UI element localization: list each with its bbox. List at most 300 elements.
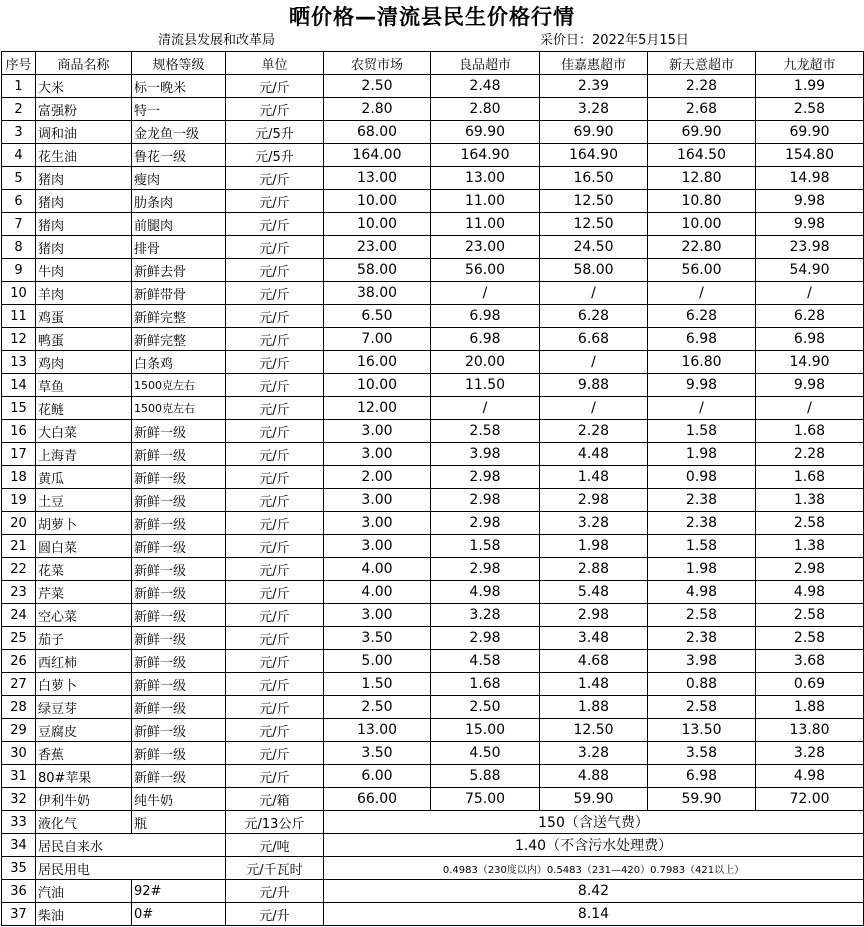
row-number: 36 [2,880,36,903]
product-unit: 元/斤 [226,742,324,765]
product-unit: 元/升 [226,903,324,926]
product-unit: 元/斤 [226,420,324,443]
price-cell: 5.00 [324,650,431,673]
row-number: 19 [2,489,36,512]
row-number: 35 [2,857,36,880]
merged-price-cell: 1.40（不含污水处理费） [324,834,864,857]
product-spec: 92# [132,880,226,903]
product-unit: 元/斤 [226,512,324,535]
product-spec: 新鲜一级 [132,719,226,742]
product-name: 液化气 [36,811,132,834]
product-spec: 标一晚米 [132,75,226,98]
price-cell: 2.48 [431,75,540,98]
product-unit: 元/斤 [226,351,324,374]
price-cell: 2.80 [324,98,431,121]
product-unit: 元/斤 [226,397,324,420]
price-cell: 4.98 [648,581,756,604]
merged-price-cell: 0.4983（230度以内）0.5483（231—420）0.7983（421以上） [324,857,864,880]
product-name: 猪肉 [36,190,132,213]
product-name: 汽油 [36,880,132,903]
price-cell: 13.00 [324,167,431,190]
price-table [1,51,864,926]
product-unit: 元/斤 [226,765,324,788]
table-row [2,282,864,305]
price-cell: 13.00 [431,167,540,190]
header-unit: 单位 [226,52,324,75]
row-number: 37 [2,903,36,926]
price-cell: 3.28 [431,604,540,627]
price-cell: 12.50 [540,213,648,236]
table-row [2,351,864,374]
product-spec: 新鲜一级 [132,742,226,765]
table-row [2,604,864,627]
price-cell: 2.98 [431,558,540,581]
price-cell: 11.00 [431,213,540,236]
price-cell: 10.80 [648,190,756,213]
product-spec: 新鲜一级 [132,489,226,512]
price-cell: 3.50 [324,627,431,650]
product-name: 黄瓜 [36,466,132,489]
table-row [2,903,864,926]
price-cell: 13.80 [756,719,864,742]
table-row [2,305,864,328]
product-name: 猪肉 [36,236,132,259]
price-cell: 6.00 [324,765,431,788]
price-cell: 6.98 [648,328,756,351]
page-title: 晒价格—清流县民生价格行情 [289,5,575,29]
product-spec: 金龙鱼一级 [132,121,226,144]
price-cell: 2.00 [324,466,431,489]
row-number: 18 [2,466,36,489]
price-cell: 1.68 [756,466,864,489]
price-cell: 2.38 [648,489,756,512]
header-market-jiajiahui: 佳嘉惠超市 [540,52,648,75]
table-row [2,765,864,788]
product-spec: 瓶 [132,811,226,834]
row-number: 26 [2,650,36,673]
product-spec: 新鲜一级 [132,535,226,558]
table-row [2,397,864,420]
price-cell: 154.80 [756,144,864,167]
product-spec: 新鲜一级 [132,443,226,466]
table-row [2,443,864,466]
price-cell: 13.50 [648,719,756,742]
row-number: 9 [2,259,36,282]
row-number: 13 [2,351,36,374]
price-cell: 13.00 [324,719,431,742]
price-cell: 6.50 [324,305,431,328]
product-spec: 新鲜一级 [132,581,226,604]
price-cell: 3.28 [540,512,648,535]
product-unit: 元/斤 [226,282,324,305]
table-row [2,121,864,144]
table-row [2,489,864,512]
product-name: 胡萝卜 [36,512,132,535]
price-cell: 4.68 [540,650,648,673]
price-cell: 1.98 [648,443,756,466]
row-number: 8 [2,236,36,259]
price-cell: 2.58 [756,627,864,650]
price-cell: 2.98 [431,489,540,512]
price-cell: 3.28 [756,742,864,765]
price-cell: 3.28 [540,98,648,121]
product-name: 猪肉 [36,167,132,190]
product-spec: 特一 [132,98,226,121]
header-market-liangpin: 良品超市 [431,52,540,75]
price-cell: 20.00 [431,351,540,374]
price-cell: 4.00 [324,581,431,604]
price-cell: 2.50 [431,696,540,719]
product-spec: 瘦肉 [132,167,226,190]
product-name: 猪肉 [36,213,132,236]
price-cell: 2.58 [431,420,540,443]
price-cell: 3.58 [648,742,756,765]
product-unit: 元/斤 [226,374,324,397]
price-cell: 1.50 [324,673,431,696]
price-cell: 1.58 [648,535,756,558]
price-cell: 56.00 [648,259,756,282]
header-spec: 规格等级 [132,52,226,75]
row-number: 12 [2,328,36,351]
price-cell: 4.98 [431,581,540,604]
table-row [2,719,864,742]
merged-price-cell: 150（含送气费） [324,811,864,834]
table-row [2,535,864,558]
price-cell: 6.28 [540,305,648,328]
merged-price-cell: 8.14 [324,903,864,926]
product-spec: 排骨 [132,236,226,259]
table-row [2,512,864,535]
product-unit: 元/斤 [226,581,324,604]
price-cell: / [648,397,756,420]
price-cell: 2.98 [540,604,648,627]
price-cell: 1.58 [648,420,756,443]
table-row [2,857,864,880]
row-number: 1 [2,75,36,98]
price-cell: 12.50 [540,719,648,742]
product-name: 居民用电 [36,857,226,880]
product-unit: 元/箱 [226,788,324,811]
table-row [2,75,864,98]
product-unit: 元/斤 [226,719,324,742]
row-number: 4 [2,144,36,167]
price-cell: / [540,282,648,305]
price-cell: 2.50 [324,75,431,98]
price-cell: / [431,282,540,305]
price-cell: 24.50 [540,236,648,259]
price-cell: 22.80 [648,236,756,259]
row-number: 15 [2,397,36,420]
table-row [2,696,864,719]
date-label: 采价日：2022年5月15日 [540,33,689,48]
price-cell: 2.28 [648,75,756,98]
product-spec: 肋条肉 [132,190,226,213]
price-cell: 3.48 [540,627,648,650]
price-cell: 69.90 [540,121,648,144]
price-cell: 6.98 [648,765,756,788]
price-cell: 2.58 [648,604,756,627]
price-cell: 11.00 [431,190,540,213]
price-cell: 3.50 [324,742,431,765]
price-cell: 1.99 [756,75,864,98]
product-unit: 元/斤 [226,696,324,719]
price-cell: 59.90 [540,788,648,811]
table-row [2,811,864,834]
price-cell: 2.98 [431,466,540,489]
price-cell: 9.98 [756,190,864,213]
price-cell: 4.98 [756,581,864,604]
product-unit: 元/5升 [226,121,324,144]
price-cell: 9.98 [756,213,864,236]
price-cell: 16.80 [648,351,756,374]
table-row [2,581,864,604]
product-name: 香蕉 [36,742,132,765]
price-cell: 0.88 [648,673,756,696]
product-unit: 元/斤 [226,259,324,282]
product-name: 鸡蛋 [36,305,132,328]
price-cell: 5.88 [431,765,540,788]
product-unit: 元/斤 [226,535,324,558]
table-row [2,650,864,673]
product-name: 茄子 [36,627,132,650]
product-name: 居民自来水 [36,834,226,857]
price-cell: 3.00 [324,489,431,512]
price-cell: 14.98 [756,167,864,190]
table-body [2,75,864,926]
product-spec: 新鲜一级 [132,512,226,535]
row-number: 25 [2,627,36,650]
header-market-nongmao: 农贸市场 [324,52,431,75]
product-name: 调和油 [36,121,132,144]
row-number: 32 [2,788,36,811]
product-unit: 元/斤 [226,213,324,236]
price-cell: 3.98 [431,443,540,466]
product-name: 西红柿 [36,650,132,673]
price-cell: 2.50 [324,696,431,719]
table-row [2,834,864,857]
row-number: 28 [2,696,36,719]
price-cell: 2.80 [431,98,540,121]
table-row [2,259,864,282]
price-cell: 12.00 [324,397,431,420]
product-name: 花鲢 [36,397,132,420]
header-name: 商品名称 [36,52,132,75]
product-name: 花生油 [36,144,132,167]
header-row [2,52,864,75]
product-unit: 元/斤 [226,75,324,98]
price-cell: 68.00 [324,121,431,144]
price-cell: 2.98 [431,627,540,650]
price-cell: 1.68 [756,420,864,443]
organization-label: 清流县发展和改革局 [158,33,276,48]
product-spec: 新鲜一级 [132,420,226,443]
product-spec: 新鲜一级 [132,696,226,719]
price-cell: 2.28 [756,443,864,466]
price-cell: 2.58 [756,98,864,121]
product-spec: 1500克左右 [132,374,226,397]
product-spec: 新鲜一级 [132,673,226,696]
table-row [2,880,864,903]
price-cell: 58.00 [324,259,431,282]
product-name: 伊利牛奶 [36,788,132,811]
product-name: 草鱼 [36,374,132,397]
row-number: 20 [2,512,36,535]
row-number: 16 [2,420,36,443]
price-cell: 3.98 [648,650,756,673]
price-cell: / [756,282,864,305]
product-unit: 元/斤 [226,305,324,328]
row-number: 31 [2,765,36,788]
product-unit: 元/斤 [226,650,324,673]
product-name: 圆白菜 [36,535,132,558]
price-cell: 54.90 [756,259,864,282]
price-cell: 1.98 [648,558,756,581]
price-cell: 75.00 [431,788,540,811]
price-cell: 3.68 [756,650,864,673]
table-row [2,374,864,397]
product-unit: 元/斤 [226,558,324,581]
price-cell: 3.00 [324,512,431,535]
price-cell: 14.90 [756,351,864,374]
price-cell: 69.90 [648,121,756,144]
price-cell: 4.50 [431,742,540,765]
row-number: 11 [2,305,36,328]
product-spec: 新鲜一级 [132,627,226,650]
price-cell: 4.58 [431,650,540,673]
price-cell: 2.98 [540,489,648,512]
product-name: 空心菜 [36,604,132,627]
product-unit: 元/5升 [226,144,324,167]
header-no: 序号 [2,52,36,75]
price-cell: 1.48 [540,673,648,696]
price-cell: 69.90 [756,121,864,144]
price-cell: 1.68 [431,673,540,696]
product-unit: 元/斤 [226,627,324,650]
product-unit: 元/斤 [226,167,324,190]
row-number: 33 [2,811,36,834]
table-row [2,466,864,489]
product-spec: 新鲜一级 [132,466,226,489]
product-name: 80#苹果 [36,765,132,788]
price-cell: 0.69 [756,673,864,696]
price-cell: 164.50 [648,144,756,167]
price-cell: / [431,397,540,420]
product-name: 上海青 [36,443,132,466]
product-unit: 元/斤 [226,443,324,466]
product-unit: 元/升 [226,880,324,903]
product-spec: 1500克左右 [132,397,226,420]
table-row [2,236,864,259]
product-spec: 新鲜完整 [132,328,226,351]
product-name: 芹菜 [36,581,132,604]
product-name: 大白菜 [36,420,132,443]
row-number: 23 [2,581,36,604]
product-unit: 元/斤 [226,328,324,351]
row-number: 7 [2,213,36,236]
price-cell: 6.98 [431,305,540,328]
header-market-xintianyi: 新天意超市 [648,52,756,75]
product-name: 花菜 [36,558,132,581]
table-row [2,788,864,811]
price-cell: 10.00 [324,374,431,397]
product-spec: 白条鸡 [132,351,226,374]
price-cell: 66.00 [324,788,431,811]
product-spec: 新鲜完整 [132,305,226,328]
price-cell: 23.00 [324,236,431,259]
product-unit: 元/千瓦时 [226,857,324,880]
price-cell: 59.90 [648,788,756,811]
price-cell: 7.00 [324,328,431,351]
price-cell: 15.00 [431,719,540,742]
row-number: 6 [2,190,36,213]
price-cell: 16.50 [540,167,648,190]
product-name: 土豆 [36,489,132,512]
price-cell: 2.68 [648,98,756,121]
product-unit: 元/斤 [226,604,324,627]
product-spec: 新鲜一级 [132,604,226,627]
price-cell: 23.00 [431,236,540,259]
product-spec: 纯牛奶 [132,788,226,811]
price-cell: 2.58 [648,696,756,719]
price-cell: 6.28 [648,305,756,328]
row-number: 30 [2,742,36,765]
product-spec: 0# [132,903,226,926]
product-unit: 元/斤 [226,236,324,259]
product-unit: 元/吨 [226,834,324,857]
table-row [2,673,864,696]
price-cell: 38.00 [324,282,431,305]
product-unit: 元/斤 [226,466,324,489]
price-cell: 4.98 [756,765,864,788]
price-cell: 1.98 [540,535,648,558]
price-cell: 6.98 [431,328,540,351]
price-cell: / [756,397,864,420]
row-number: 34 [2,834,36,857]
price-cell: 3.00 [324,535,431,558]
product-name: 鸡肉 [36,351,132,374]
price-cell: 0.98 [648,466,756,489]
product-name: 绿豆芽 [36,696,132,719]
row-number: 24 [2,604,36,627]
price-cell: 1.58 [431,535,540,558]
price-cell: 6.98 [756,328,864,351]
table-row [2,328,864,351]
table-row [2,558,864,581]
product-unit: 元/斤 [226,190,324,213]
price-cell: 69.90 [431,121,540,144]
row-number: 3 [2,121,36,144]
price-cell: 11.50 [431,374,540,397]
product-spec: 新鲜一级 [132,765,226,788]
price-cell: 164.90 [540,144,648,167]
row-number: 17 [2,443,36,466]
product-name: 富强粉 [36,98,132,121]
product-unit: 元/13公斤 [226,811,324,834]
product-spec: 前腿肉 [132,213,226,236]
table-row [2,420,864,443]
table-row [2,742,864,765]
price-cell: 1.88 [540,696,648,719]
product-spec: 新鲜一级 [132,650,226,673]
price-cell: / [540,351,648,374]
price-cell: 164.90 [431,144,540,167]
price-cell: 12.50 [540,190,648,213]
price-cell: 3.28 [540,742,648,765]
price-cell: 10.00 [324,190,431,213]
table-row [2,190,864,213]
table-row [2,144,864,167]
price-cell: 1.38 [756,489,864,512]
